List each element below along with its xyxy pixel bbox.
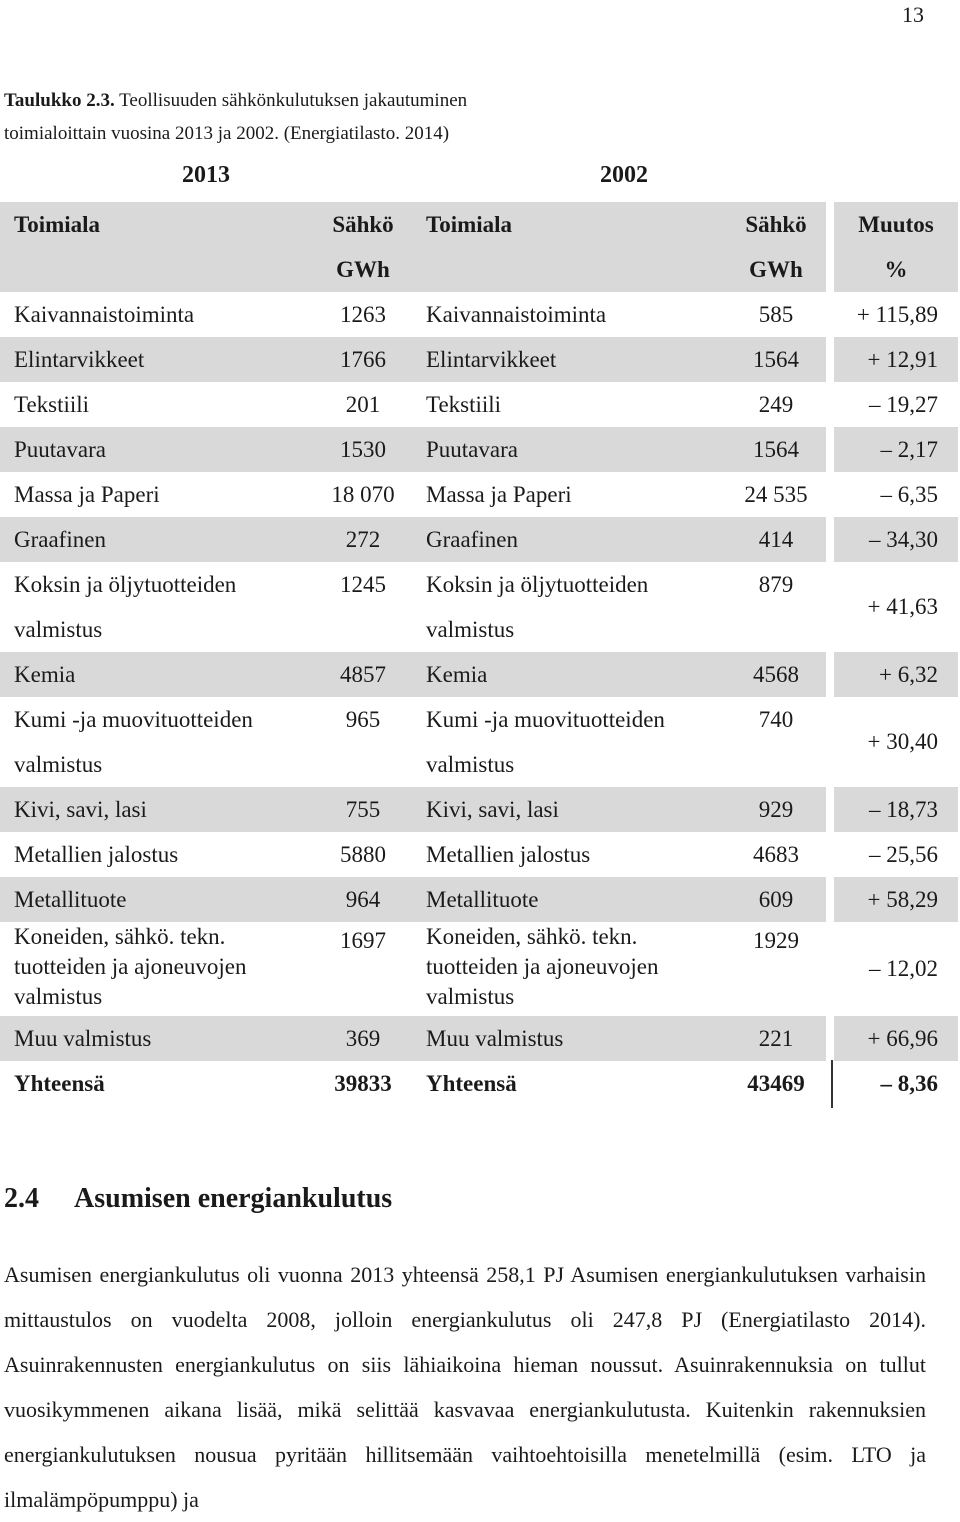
change-value: + 12,91 bbox=[834, 337, 958, 382]
header-sector-2002: Toimiala bbox=[416, 202, 726, 247]
change-value: + 66,96 bbox=[834, 1016, 958, 1061]
table-row bbox=[0, 337, 958, 382]
sector-2002: Kemia bbox=[416, 652, 726, 697]
table-row bbox=[0, 382, 958, 427]
change-value: + 30,40 bbox=[867, 729, 938, 754]
table-row bbox=[0, 877, 958, 922]
table-header-row bbox=[0, 202, 958, 247]
total-value-2013: 39833 bbox=[334, 1070, 392, 1096]
header-unit-change: % bbox=[834, 247, 958, 292]
table-row bbox=[0, 427, 958, 472]
table-row bbox=[0, 517, 958, 562]
sector-2002-line1: Kumi -ja muovituotteiden bbox=[426, 707, 665, 732]
sector-2013: Puutavara bbox=[0, 427, 310, 472]
header-change: Muutos bbox=[834, 202, 958, 247]
section-number: 2.4 bbox=[4, 1183, 39, 1214]
sector-2013 bbox=[0, 697, 310, 787]
sector-2013-line2: tuotteiden ja ajoneuvojen bbox=[14, 954, 247, 979]
sector-2013-line1: Kumi -ja muovituotteiden bbox=[14, 707, 253, 732]
value-2013: 1263 bbox=[340, 301, 386, 327]
change-value: – 2,17 bbox=[834, 427, 958, 472]
value-2002: 1564 bbox=[726, 427, 826, 472]
change-value: – 34,30 bbox=[834, 517, 958, 562]
table-row bbox=[0, 787, 958, 832]
value-2002: 740 bbox=[758, 707, 794, 732]
header-unit-2002: GWh bbox=[726, 247, 826, 292]
sector-2013-line2: valmistus bbox=[14, 617, 103, 642]
value-2013: 1766 bbox=[310, 337, 416, 382]
total-label-2002: Yhteensä bbox=[426, 1070, 517, 1096]
sector-2013: Metallituote bbox=[0, 877, 310, 922]
value-2013: 965 bbox=[345, 707, 381, 732]
value-2013: 18 070 bbox=[331, 481, 395, 507]
change-value: + 58,29 bbox=[834, 877, 958, 922]
sector-2002: Kaivannaistoiminta bbox=[426, 301, 607, 327]
table-header-units-row bbox=[0, 247, 958, 292]
year-heading-2002: 2002 bbox=[600, 162, 648, 188]
sector-2013-line3: valmistus bbox=[14, 984, 103, 1009]
table-row bbox=[0, 652, 958, 697]
sector-2002 bbox=[416, 562, 726, 652]
value-2002: 24 535 bbox=[744, 481, 808, 507]
sector-2002-line2: valmistus bbox=[426, 752, 515, 777]
value-2013: 5880 bbox=[340, 841, 386, 867]
table-total-row bbox=[0, 1061, 958, 1106]
sector-2013 bbox=[0, 562, 310, 652]
year-heading-2013: 2013 bbox=[182, 162, 230, 188]
body-paragraph: Asumisen energiankulutus oli vuonna 2013 yhteensä 258,1 PJ Asumisen energiankulutuksen varhaisin mittaustulos on vuodelta 2008, jolloin energiankulutus oli 247,8 PJ (Energiatilasto 2014). Asuinrakennusten energiankulutus on siis lähiaikoina hieman noussut. Asuinrakennuksia on tullut vuosikymmenen aikana lisää, mikä selittää kasvavaa energiankulutusta. Kuitenkin rakennuksien energiankulutuksen nousua pyritään hillitsemään vaihtoehtoisilla menetelmillä (esim. LTO ja ilmalämpöpumppu) ja bbox=[4, 1262, 926, 1512]
value-2002: 414 bbox=[726, 517, 826, 562]
change-value: + 115,89 bbox=[856, 301, 938, 327]
table-row bbox=[0, 922, 958, 1016]
sector-2013: Elintarvikkeet bbox=[0, 337, 310, 382]
value-2002: 4568 bbox=[726, 652, 826, 697]
sector-2013-line1: Koksin ja öljytuotteiden bbox=[14, 572, 237, 597]
change-value: – 25,56 bbox=[869, 841, 938, 867]
value-2002: 1564 bbox=[726, 337, 826, 382]
value-2002: 4683 bbox=[753, 841, 799, 867]
sector-2013 bbox=[0, 922, 310, 1016]
table-caption-text: Teollisuuden sähkönkulutuksen jakautuminen toimialoittain vuosina 2013 ja 2002. (Energiatilasto. 2014) bbox=[4, 90, 468, 144]
sector-2013-line1: Koneiden, sähkö. tekn. bbox=[14, 924, 226, 949]
value-2002: 1929 bbox=[753, 928, 799, 953]
sector-2013-line2: valmistus bbox=[14, 752, 103, 777]
sector-2002: Graafinen bbox=[416, 517, 726, 562]
total-change: – 8,36 bbox=[880, 1070, 938, 1096]
value-2013: 755 bbox=[310, 787, 416, 832]
sector-2002 bbox=[416, 922, 726, 1016]
sector-2002: Kivi, savi, lasi bbox=[416, 787, 726, 832]
change-value: – 19,27 bbox=[869, 391, 938, 417]
total-value-2002: 43469 bbox=[747, 1070, 805, 1096]
value-2002: 929 bbox=[726, 787, 826, 832]
value-2013: 369 bbox=[310, 1016, 416, 1061]
header-electricity-2013: Sähkö bbox=[310, 202, 416, 247]
sector-2002-line3: valmistus bbox=[426, 984, 515, 1009]
header-electricity-2002: Sähkö bbox=[726, 202, 826, 247]
change-value: – 6,35 bbox=[880, 481, 938, 507]
table-row bbox=[0, 562, 958, 652]
header-sector-2013: Toimiala bbox=[0, 202, 310, 247]
value-2002: 585 bbox=[758, 301, 794, 327]
table-caption bbox=[4, 84, 564, 150]
header-unit-2013: GWh bbox=[310, 247, 416, 292]
sector-2013: Metallien jalostus bbox=[14, 841, 179, 867]
sector-2013: Massa ja Paperi bbox=[14, 481, 160, 507]
table-row bbox=[0, 472, 958, 517]
sector-2002: Metallien jalostus bbox=[426, 841, 591, 867]
table-caption-label: Taulukko 2.3. bbox=[4, 90, 115, 111]
sector-2002-line1: Koksin ja öljytuotteiden bbox=[426, 572, 649, 597]
value-2013: 964 bbox=[310, 877, 416, 922]
value-2013: 1245 bbox=[340, 572, 386, 597]
value-2002: 249 bbox=[758, 391, 794, 417]
sector-2002-line2: valmistus bbox=[426, 617, 515, 642]
sector-2013: Kivi, savi, lasi bbox=[0, 787, 310, 832]
sector-2002: Metallituote bbox=[416, 877, 726, 922]
change-value: + 6,32 bbox=[834, 652, 958, 697]
value-2002: 879 bbox=[758, 572, 794, 597]
change-value: – 12,02 bbox=[869, 956, 938, 981]
sector-2013: Kaivannaistoiminta bbox=[14, 301, 195, 327]
table-row bbox=[0, 1016, 958, 1061]
table-row bbox=[0, 292, 958, 337]
value-2002: 609 bbox=[726, 877, 826, 922]
total-label-2013: Yhteensä bbox=[14, 1070, 105, 1096]
change-value: + 41,63 bbox=[867, 594, 938, 619]
value-2013: 272 bbox=[310, 517, 416, 562]
value-2013: 1530 bbox=[310, 427, 416, 472]
electricity-consumption-table bbox=[0, 202, 958, 1106]
sector-2002: Elintarvikkeet bbox=[416, 337, 726, 382]
sector-2013: Muu valmistus bbox=[0, 1016, 310, 1061]
change-value: – 18,73 bbox=[834, 787, 958, 832]
sector-2002-line1: Koneiden, sähkö. tekn. bbox=[426, 924, 638, 949]
sector-2002: Massa ja Paperi bbox=[426, 481, 572, 507]
value-2013: 201 bbox=[345, 391, 381, 417]
sector-2013: Kemia bbox=[0, 652, 310, 697]
sector-2013: Graafinen bbox=[0, 517, 310, 562]
section-heading bbox=[4, 1183, 392, 1215]
table-row bbox=[0, 697, 958, 787]
table-row bbox=[0, 832, 958, 877]
sector-2002-line2: tuotteiden ja ajoneuvojen bbox=[426, 954, 659, 979]
value-2002: 221 bbox=[726, 1016, 826, 1061]
sector-2002 bbox=[416, 697, 726, 787]
section-title: Asumisen energiankulutus bbox=[74, 1183, 393, 1214]
sector-2013: Tekstiili bbox=[14, 391, 90, 417]
page-number: 13 bbox=[902, 2, 924, 27]
sector-2002: Puutavara bbox=[416, 427, 726, 472]
sector-2002: Muu valmistus bbox=[416, 1016, 726, 1061]
sector-2002: Tekstiili bbox=[426, 391, 502, 417]
value-2013: 4857 bbox=[310, 652, 416, 697]
value-2013: 1697 bbox=[340, 928, 386, 953]
table-column-divider bbox=[831, 1060, 833, 1108]
